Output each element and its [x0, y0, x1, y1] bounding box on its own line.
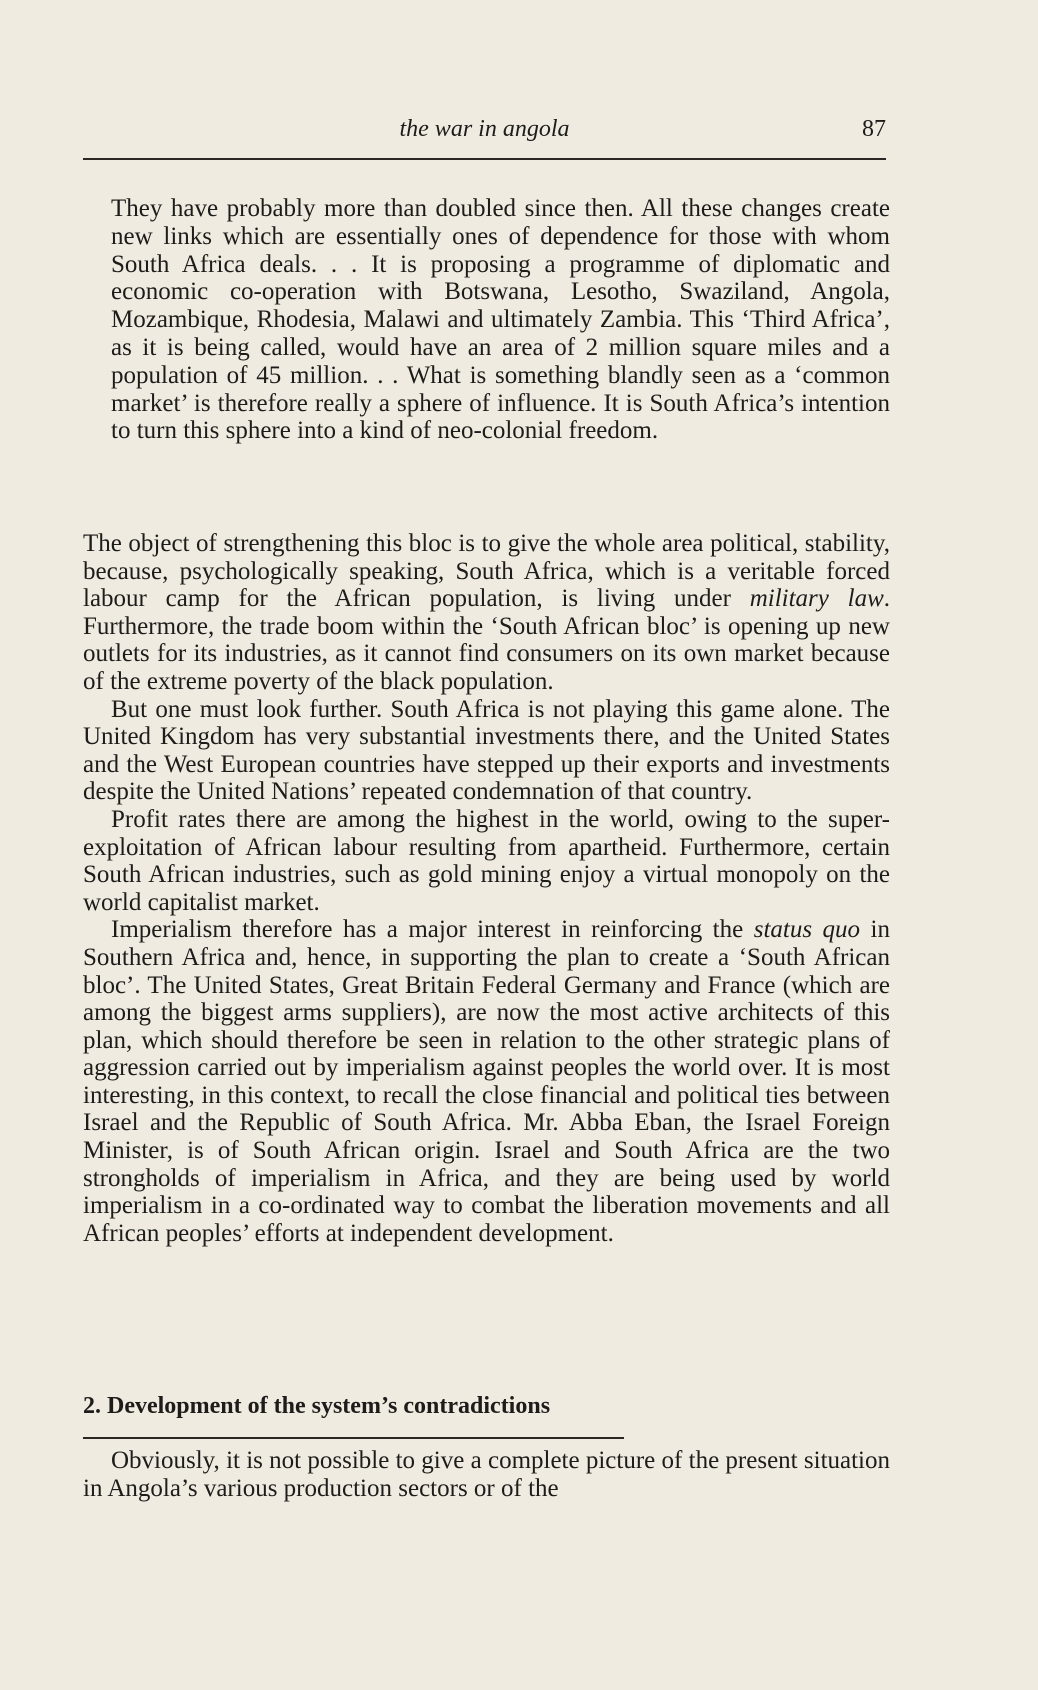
paragraph-text: Imperialism therefore has a major interest in reinforcing the	[111, 916, 754, 944]
page-number: 87	[862, 116, 886, 142]
paragraph-text: . Furthermore, the trade boom within the ‘South African bloc’ is opening up new outlets for its industries, as it cannot find consumers on its own market because of the extreme poverty of the black population.	[83, 585, 890, 695]
section-opening-paragraph: Obviously, it is not possible to give a complete picture of the present situation in Angola’s various production sectors or of the	[83, 1447, 890, 1502]
block-quotation: They have probably more than doubled since then. All these changes create new links which are essentially ones of dependence for those with whom South Africa deals. . . It is proposing a programme of diplomatic and economic co-operation with Botswana, Lesotho, Swaziland, Angola, Mozambique, Rhodesia, Malawi and ultimately Zambia. This ‘Third Africa’, as it is being called, would have an area of 2 million square miles and a population of 45 million. . . What is something blandly seen as a ‘common market’ is therefore really a sphere of influence. It is South Africa’s intention to turn this sphere into a kind of neo-colonial freedom.	[111, 195, 890, 445]
paragraph-not-alone: But one must look further. South Africa is not playing this game alone. The United Kingdom has very substantial investments there, and the United States and the West European countries have stepped up their exports and investments despite the United Nations’ repeated condemnation of that country.	[83, 695, 890, 806]
section-heading-underline	[83, 1437, 624, 1439]
paragraph-imperialism	[83, 916, 890, 1247]
running-title: the war in angola	[399, 116, 570, 142]
paragraph-text: in Southern Africa and, hence, in supporting the plan to create a ‘South African bloc’. The United States, Great Britain Federal Germany and France (which are among the biggest arms suppliers), are now the most active architects of this plan, which should therefore be seen in relation to the other strategic plans of aggression carried out by imperialism against peoples the world over. It is most interesting, in this context, to recall the close financial and political ties between Israel and the Republic of South Africa. Mr. Abba Eban, the Israel Foreign Minister, is of South African origin. Israel and South Africa are the two strongholds of imperialism in Africa, and they are being used by world imperialism in a co-ordinated way to combat the liberation movements and all African peoples’ efforts at independent development.	[83, 916, 890, 1247]
paragraph-text: The object of strengthening this bloc is to give the whole area political, stability, because, psychologically speaking, South Africa, which is a veritable forced labour camp for the African population, is living under	[83, 530, 890, 613]
running-head	[83, 112, 886, 146]
emphasis-text: military law	[749, 585, 884, 613]
paragraph-bloc-objective	[83, 530, 890, 696]
section-heading: 2. Development of the system’s contradictions	[83, 1393, 551, 1419]
paragraph-profit-rates: Profit rates there are among the highest in the world, owing to the super-exploitation of African labour resulting from apartheid. Furthermore, certain South African industries, such as gold mining enjoy a virtual monopoly on the world capitalist market.	[83, 805, 890, 916]
header-divider	[83, 158, 886, 160]
emphasis-text: status quo	[753, 916, 861, 944]
body-text	[83, 530, 890, 1247]
